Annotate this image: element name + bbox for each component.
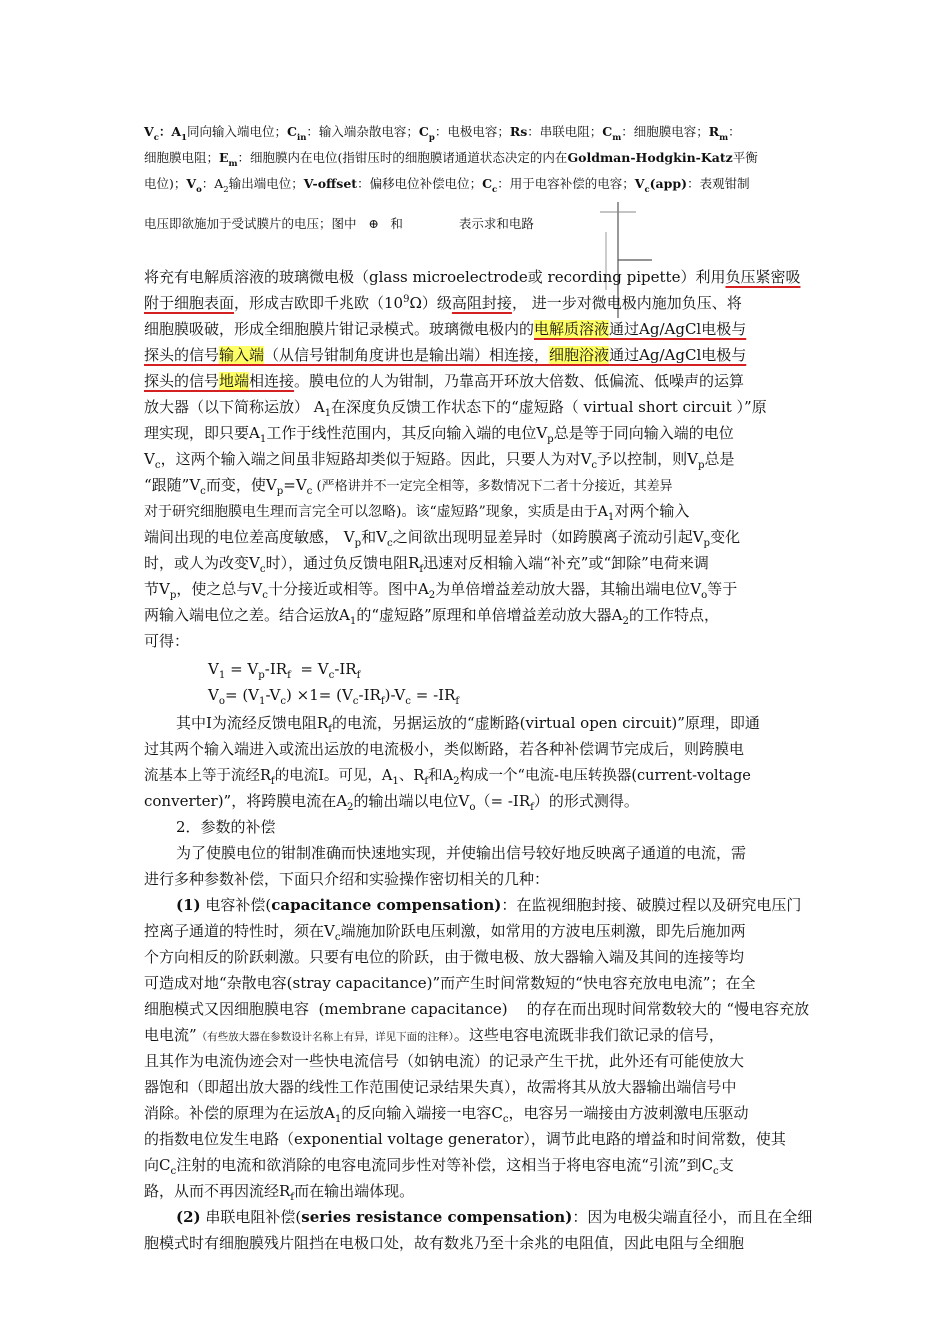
- p1-line-6: 放大器（以下简称运放） $A_1$在深度负反馈工作状态下的“虚短路（ virtual short circuit ）”原: [144, 398, 767, 419]
- p2-line-3: 流基本上等于流经$R_f$的电流I。可见，$A_1$、$R_f$和$A_2$构成一个“电流-电压转换器(current-voltage: [144, 768, 751, 787]
- p1-line-12: 时，或人为改变$V_c$时），通过负反馈电阻$R_f$迅速对反相输入端“补充”或“卸除”电荷来调: [144, 554, 709, 575]
- p1-line-10: 对于研究细胞膜电生理而言完全可以忽略)。该“虚短路”现象，实质是由于$A_1$对两个输入: [144, 502, 690, 523]
- p1-line-2: 附于细胞表面，形成吉欧即千兆欧$(10^9\Omega)$级高阻封接， 进一步对微电极内施加负压、将: [144, 294, 742, 312]
- p1-line-9: “跟随$”V_c$而变，使$V_p=V_c$ (严格讲并不一定完全相等，多数情况下二者十分接近，其差异: [144, 476, 673, 497]
- caption-line-1: $V_c$：$A_1$同向输入端电位；$C_{in}$：输入端杂散电容；$C_p$：电极电容；Rs：串联电阻；$C_m$：细胞膜电容；$R_m$：: [144, 124, 741, 143]
- p2-line-1: 其中I为流经反馈电阻$R_f$的电流，另据运放的“虚断路(virtual open circuit)”原理，即通: [176, 714, 760, 735]
- p1-line-11: 端间出现的电位差高度敏感， $V_p$和$V_c$之间欲出现明显差异时（如跨膜离子流动引起$V_p$变化: [144, 528, 741, 549]
- p4-line-6: 电电流”（有些放大器在参数设计名称上有异，详见下面的注释）。这些电容电流既非我们欲记录的信号，: [144, 1026, 724, 1044]
- p4-line-3: 个方向相反的阶跃刺激。只要有电位的阶跃，由于微电极、放大器输入端及其间的连接等均: [144, 948, 745, 966]
- p1-line-13: 节$V_p$，使之总与$V_c$十分接近或相等。图中$A_2$为单倍增益差动放大器，其输出端电位$V_o$等于: [144, 580, 738, 601]
- p2-line-2: 过其两个输入端进入或流出运放的电流极小，类似断路，若各种补偿调节完成后，则跨膜电: [144, 740, 745, 758]
- p2-line-4: converter)”，将跨膜电流在$A_2$的输出端以电位$V_o(= -IR_f)$的形式测得。: [144, 792, 639, 813]
- p3-line-1: 为了使膜电位的钳制准确而快速地实现，并使输出信号较好地反映离子通道的电流，需: [176, 844, 747, 862]
- p4-line-11: 向$C_c$注射的电流和欲消除的电容电流同步性对等补偿，这相当于将电容电流“引流”到$C_c$支: [144, 1156, 734, 1177]
- p4-line-1: (1) 电容补偿(capacitance compensation)：在监视细胞封接、破膜过程以及研究电压门: [176, 896, 802, 914]
- p4-line-10: 的指数电位发生电路（exponential voltage generator），调节此电路的增益和时间常数，使其: [144, 1130, 786, 1148]
- p4-line-9: 消除。补偿的原理为在运放$A_1$的反向输入端接一电容$C_c$，电容另一端接由方波刺激电压驱动: [144, 1104, 749, 1125]
- caption-line-4: 电压即欲施加于受试膜片的电压；图中 ⊕ 和 表示求和电路: [144, 216, 534, 231]
- p3-line-2: 进行多种参数补偿，下面只介绍和实验操作密切相关的几种：: [144, 870, 550, 888]
- caption-line-3: 电位)；$V_o$：$A_2$输出端电位；V-offset：偏移电位补偿电位；$C_c$：用于电容补偿的电容；$V_c(app)$：表观钳制: [144, 176, 750, 195]
- p1-line-8: $V_c$，这两个输入端之间虽非短路却类似于短路。因此，只要人为对$V_c$予以控制，则$V_p$总是: [144, 450, 735, 471]
- sum-circle-icon: ⊕: [368, 216, 379, 231]
- p1-line-7: 理实现，即只要$A_1$工作于线性范围内，其反向输入端的电位$V_p$总是等于同向输入端的电位: [144, 424, 734, 445]
- p4-line-7: 且其作为电流伪迹会对一些快电流信号（如钠电流）的记录产生干扰，此外还有可能使放大: [144, 1052, 745, 1070]
- p1-line-4: 探头的信号输入端（从信号钳制角度讲也是输出端）相连接，细胞浴液通过Ag/AgCl电极与: [144, 346, 747, 364]
- p1-line-14: 两输入端电位之差。结合运放$A_1$的“虚短路”原理和单倍增益差动放大器$A_2$的工作特点，: [144, 606, 719, 627]
- p4-line-2: 控离子通道的特性时，须在$V_c$端施加阶跃电压刺激，如常用的方波电压刺激，即先后施加两: [144, 922, 746, 943]
- p1-line-15: 可得：: [144, 632, 190, 650]
- p1-line-1: 将充有电解质溶液的玻璃微电极（glass microelectrode或 recording pipette）利用负压紧密吸: [144, 268, 801, 286]
- p1-line-5: 探头的信号地端相连接。膜电位的人为钳制，乃靠高开环放大倍数、低偏流、低噪声的运算: [144, 372, 745, 390]
- equation-2: $V_o= (V_1-V_c) \times 1= (V_c-IR_f)-V_c = -IR_f$: [208, 686, 460, 707]
- p1-line-3: 细胞膜吸破，形成全细胞膜片钳记录模式。玻璃微电极内的电解质溶液通过Ag/AgCl电极与: [144, 320, 747, 338]
- section-heading: 2．参数的补偿: [176, 818, 276, 836]
- p4-line-5: 细胞模式又因细胞膜电容 (membrane capacitance) 的存在而出现时间常数较大的 “慢电容充放: [144, 1000, 810, 1018]
- p5-line-2: 胞模式时有细胞膜残片阻挡在电极口处，故有数兆乃至十余兆的电阻值，因此电阻与全细胞: [144, 1234, 745, 1252]
- caption-line-2: 细胞膜电阻；$E_m$：细胞膜内在电位(指钳压时的细胞膜诸通道状态决定的内在Goldman-Hodgkin-Katz平衡: [144, 150, 758, 169]
- p5-line-1: (2) 串联电阻补偿(series resistance compensation)：因为电极尖端直径小，而且在全细: [176, 1208, 813, 1226]
- p4-line-4: 可造成对地“杂散电容(stray capacitance)”而产生时间常数短的“快电容充放电电流”；在全: [144, 974, 756, 992]
- p4-line-12: 路，从而不再因流经$R_f$而在输出端体现。: [144, 1182, 415, 1203]
- equation-1: $V_1 = V_p-IR_f = V_c-IR_f$: [208, 660, 361, 681]
- p4-line-8: 器饱和（即超出放大器的线性工作范围使记录结果失真），故需将其从放大器输出端信号中: [144, 1078, 737, 1096]
